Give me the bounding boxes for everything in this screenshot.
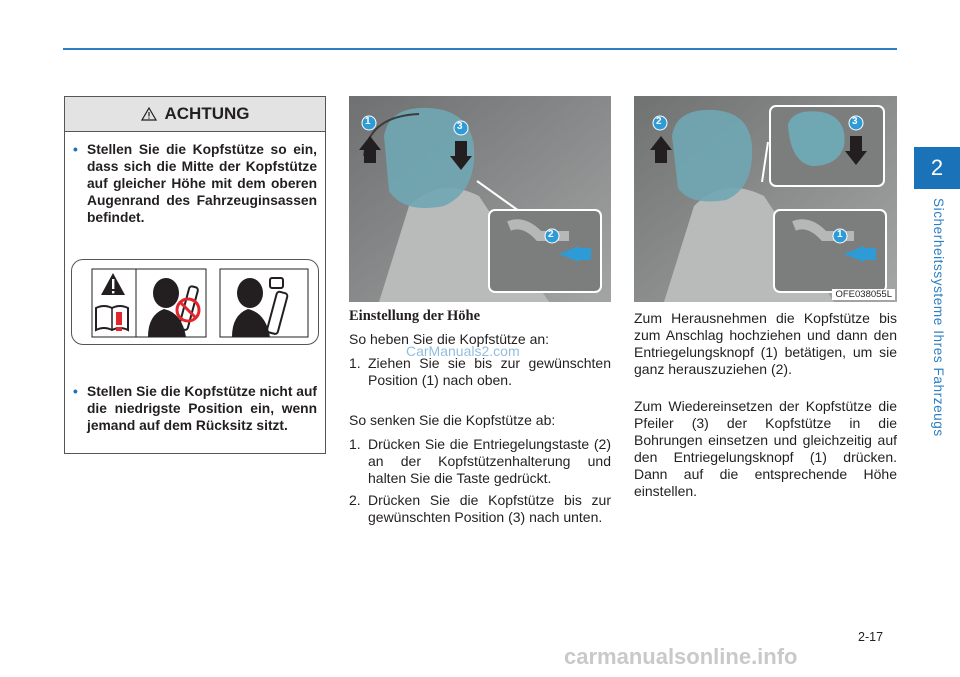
bullet: •	[73, 142, 78, 157]
raise-step-1	[349, 355, 611, 389]
warning-item-text: Stellen Sie die Kopfstütze nicht auf die niedrigste Position ein, wenn jemand auf dem Rücksitz sitzt.	[87, 384, 317, 433]
step-text: Ziehen Sie sie bis zur gewünschten Position (1) nach oben.	[368, 355, 611, 388]
raise-intro: So heben Sie die Kopfstütze an:	[349, 331, 550, 347]
warning-header	[65, 97, 325, 132]
figure-label-1: 1	[837, 229, 843, 240]
warning-item-2	[73, 383, 317, 434]
warning-box	[64, 96, 326, 454]
chapter-title: Sicherheitssysteme Ihres Fahrzeugs	[931, 198, 946, 437]
figure-label-3: 3	[852, 116, 858, 127]
watermark-bottom: carmanualsonline.info	[564, 644, 798, 669]
section-heading: Einstellung der Höhe	[349, 308, 481, 324]
figure-label-2: 2	[656, 116, 662, 127]
step-number: 1.	[349, 436, 361, 452]
bullet: •	[73, 384, 78, 399]
lower-intro: So senken Sie die Kopfstütze ab:	[349, 412, 556, 428]
warning-pictogram	[71, 259, 319, 345]
headrest-height-figure	[349, 96, 611, 302]
figure-label-3: 3	[457, 121, 463, 132]
reinstall-paragraph: Zum Wiedereinsetzen der Kopfstütze die Pfeiler (3) der Kopfstütze in die Bohrungen einsetzen und gleichzeitig auf den Entriegelungsknopf (1) drücken. Dann auf die entsprechende Höhe einstellen.	[634, 398, 897, 499]
step-number: 1.	[349, 355, 361, 371]
page-number: 2-17	[858, 630, 884, 644]
figure-label-2: 2	[548, 229, 554, 240]
chapter-tab	[914, 147, 960, 189]
watermark-top: CarManuals2.com	[406, 343, 520, 359]
figure-code: OFE038055L	[832, 289, 895, 300]
chapter-number: 2	[930, 155, 944, 180]
warning-title: ACHTUNG	[164, 104, 250, 123]
step-text: Drücken Sie die Entriegelungstaste (2) an der Kopfstützenhalterung und halten Sie die Taste gedrückt.	[368, 436, 611, 486]
removal-paragraph: Zum Herausnehmen die Kopfstütze bis zum Anschlag hochziehen und dann den Entriegelungsknopf (1) betätigen, um sie ganz herauszuziehen (2).	[634, 310, 897, 377]
lower-step-1	[349, 436, 611, 487]
headrest-removal-figure	[634, 96, 897, 302]
lower-step-2	[349, 492, 611, 526]
warning-triangle-icon	[141, 107, 157, 121]
step-text: Drücken Sie die Kopfstütze bis zur gewünschten Position (3) nach unten.	[368, 492, 611, 525]
warning-item-text: Stellen Sie die Kopfstütze so ein, dass sich die Mitte der Kopfstütze auf gleicher Höhe mit dem oberen Augenrand des Fahrzeuginsassen befindet.	[87, 142, 317, 225]
warning-item-1	[73, 141, 317, 226]
header-rule	[63, 48, 897, 50]
figure-label-1: 1	[365, 116, 371, 127]
step-number: 2.	[349, 492, 361, 508]
